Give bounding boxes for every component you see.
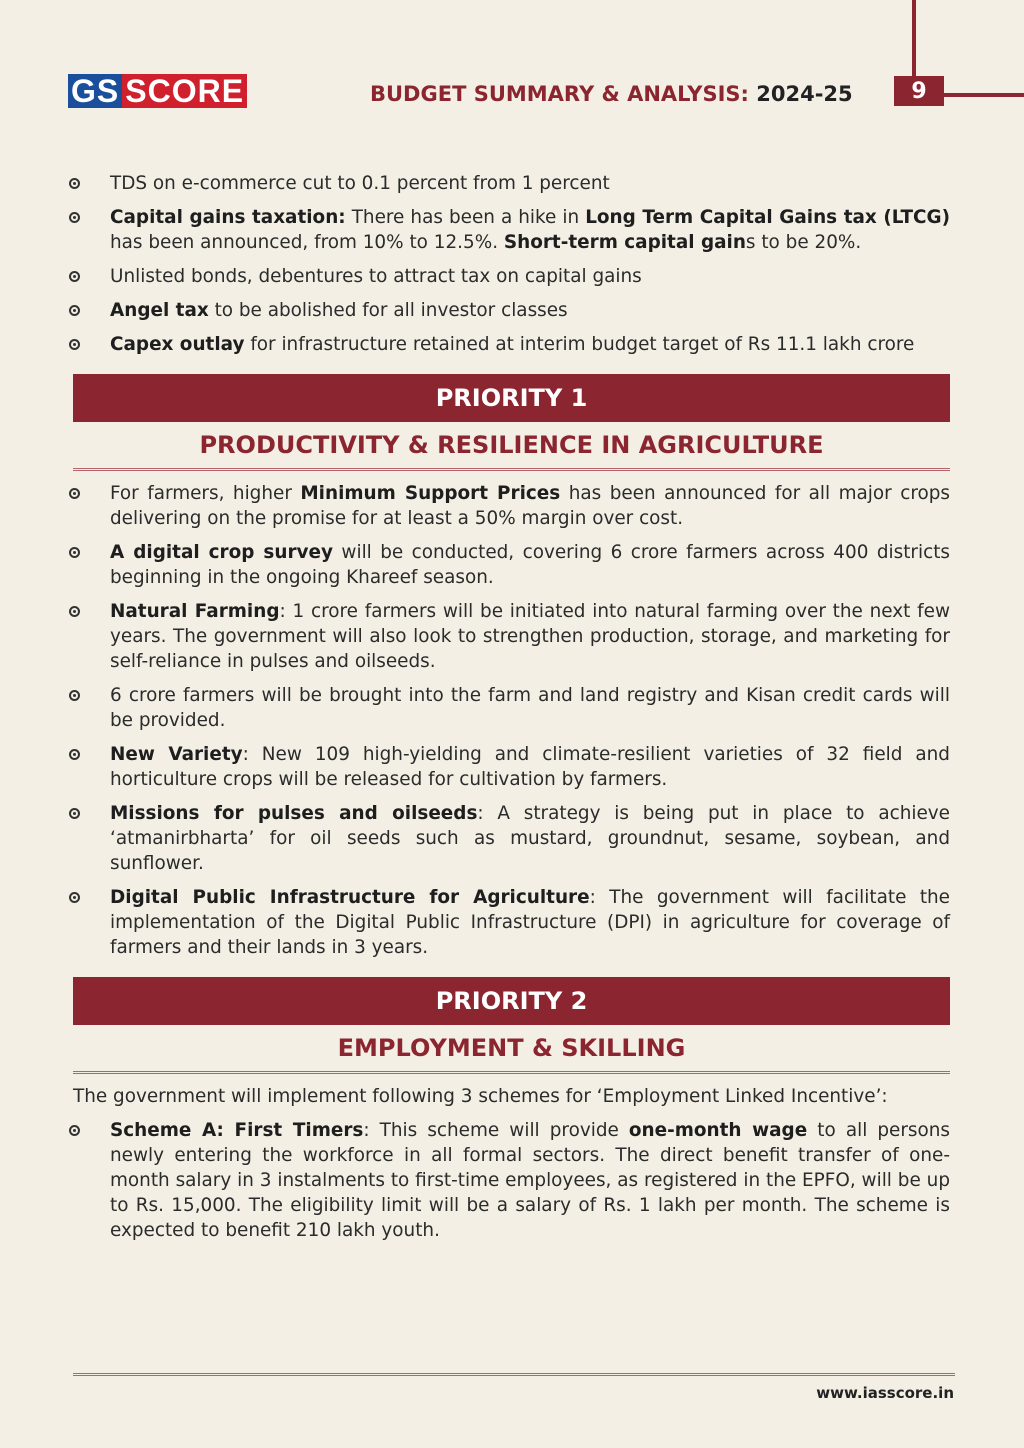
header-year: 2024-25 [756, 82, 853, 106]
bullet-icon [69, 212, 80, 223]
item-text: For farmers, higher [110, 483, 301, 504]
bullet-icon [69, 339, 80, 350]
list-item [73, 332, 950, 357]
bold-term: Natural Farming [110, 601, 280, 622]
bullet-icon [69, 808, 80, 819]
bold-term: Short-term capital gain [503, 232, 746, 253]
header-decor-vertical-line [912, 0, 916, 82]
footer-website-link[interactable]: www.iasscore.in [816, 1384, 954, 1402]
bold-term: Long Term Capital Gains tax (LTCG) [585, 207, 950, 228]
bold-term: Capital gains taxation: [110, 207, 346, 228]
priority-2-intro: The government will implement following 3 schemes for ‘Employment Linked Incentive’: [73, 1086, 888, 1107]
bold-term: Capex outlay [110, 334, 245, 355]
footer-divider [73, 1373, 955, 1376]
list-item [73, 298, 950, 323]
bold-term: one-month wage [628, 1120, 808, 1141]
priority-2-bar: PRIORITY 2 [73, 977, 950, 1025]
priority-1-heading: PRODUCTIVITY & RESILIENCE IN AGRICULTURE [73, 422, 950, 471]
list-item [73, 801, 950, 876]
list-item [73, 683, 950, 733]
bullet-icon [69, 892, 80, 903]
item-text: has been announced for all major crops delivering on the promise for at least a 50% margin over cost. [110, 483, 950, 529]
bold-term: A digital crop survey [110, 542, 333, 563]
logo-gs: GS [68, 74, 122, 108]
item-text: : New 109 high-yielding and climate-resilient varieties of 32 field and horticulture crops will be released for cultivation by farmers. [110, 744, 950, 790]
item-text: Unlisted bonds, debentures to attract tax on capital gains [110, 266, 642, 287]
list-item [73, 540, 950, 590]
header-title [370, 82, 853, 106]
priority-2-heading: EMPLOYMENT & SKILLING [73, 1025, 950, 1074]
item-text: : This scheme will provide [363, 1120, 629, 1141]
list-item [73, 599, 950, 674]
intro-bullet-list [73, 171, 950, 357]
priority-2-bullet-list [73, 1118, 950, 1243]
item-text: has been announced, from 10% to 12.5%. [110, 232, 504, 253]
item-text: TDS on e-commerce cut to 0.1 percent from 1 percent [110, 173, 610, 194]
priority-1-bullet-list [73, 481, 950, 960]
bullet-icon [69, 1125, 80, 1136]
bullet-icon [69, 749, 80, 760]
list-item [73, 171, 950, 196]
list-item [73, 742, 950, 792]
item-text: There has been a hike in [345, 207, 586, 228]
list-item [73, 205, 950, 255]
item-text: to all persons newly entering the workforce in all formal sectors. The direct benefit transfer of one-month salary in 3 instalments to first-time employees, as registered in the EPFO, will be up to Rs. 15,000. The eligibility limit will be a salary of Rs. 1 lakh per month. The scheme is expected to benefit 210 lakh youth. [110, 1120, 951, 1241]
bold-term: Angel tax [110, 300, 209, 321]
bold-term: Missions for pulses and oilseeds [110, 803, 478, 824]
item-text: : 1 crore farmers will be initiated into natural farming over the next few years. The government will also look to strengthen production, storage, and marketing for self-reliance in pulses and oilseeds. [110, 601, 950, 672]
item-text: : The government will facilitate the implementation of the Digital Public Infrastructure (DPI) in agriculture for coverage of farmers and their lands in 3 years. [110, 887, 951, 958]
bullet-icon [69, 271, 80, 282]
item-text: will be conducted, covering 6 crore farmers across 400 districts beginning in the ongoing Khareef season. [110, 542, 950, 588]
bold-term: Minimum Support Prices [300, 483, 561, 504]
logo-score: SCORE [122, 74, 247, 108]
bullet-icon [69, 690, 80, 701]
item-text: for infrastructure retained at interim budget target of Rs 11.1 lakh crore [244, 334, 915, 355]
gsscore-logo[interactable] [68, 74, 247, 108]
bullet-icon [69, 305, 80, 316]
list-item [73, 885, 950, 960]
bold-term: New Variety [110, 744, 243, 765]
item-text: to be abolished for all investor classes [208, 300, 568, 321]
list-item [73, 481, 950, 531]
bold-term: Digital Public Infrastructure for Agriculture [110, 887, 590, 908]
page-number-badge: 9 [894, 76, 944, 106]
list-item [73, 264, 950, 289]
item-text: s to be 20%. [745, 232, 862, 253]
bullet-icon [69, 606, 80, 617]
priority-1-bar: PRIORITY 1 [73, 374, 950, 422]
bullet-icon [69, 547, 80, 558]
bullet-icon [69, 488, 80, 499]
bold-term: Scheme A: First Timers [110, 1120, 364, 1141]
header-title-text: BUDGET SUMMARY & ANALYSIS: [370, 82, 757, 106]
main-content [73, 171, 950, 1252]
item-text: : A strategy is being put in place to achieve ‘atmanirbharta’ for oil seeds such as mustard, groundnut, sesame, soybean, and sunflower. [110, 803, 950, 874]
list-item [73, 1118, 950, 1243]
bullet-icon [69, 178, 80, 189]
item-text: 6 crore farmers will be brought into the farm and land registry and Kisan credit cards will be provided. [110, 685, 950, 731]
